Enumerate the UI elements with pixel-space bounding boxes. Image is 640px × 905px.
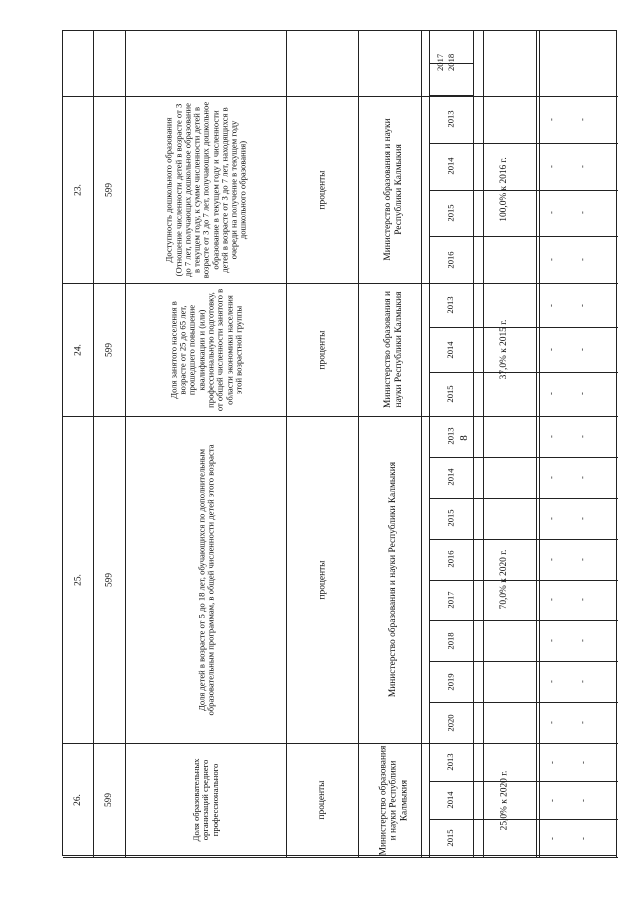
dash-value: - [576,164,587,168]
dash-value: - [545,435,556,438]
unit-cell: проценты [316,780,327,820]
dash-value: - [576,760,587,764]
unit-cell: проценты [316,330,327,369]
dash-value: - [545,557,556,561]
row-code: 599 [103,182,114,197]
partial-year-label: 2017 [435,53,445,71]
dash-value: - [545,164,556,168]
dash-value: - [576,836,587,840]
executor-cell: Министерство образования и науки Республики Калмыкия [383,291,404,408]
row-code: 599 [103,572,114,587]
row-number: 25. [72,573,83,586]
year-label: 2013 [445,296,456,314]
indicator-table [62,30,617,856]
dash-value: - [576,721,587,724]
dash-value: - [576,435,587,438]
executor-cell: Министерство образования и науки Республики Калмыкия [378,745,409,855]
target-value: 25,0% к 2020 г. [499,770,510,830]
executor-cell: Министерство образования и науки Республики Калмыкия [388,461,399,698]
year-label: 2015 [445,385,456,403]
indicator-name: Доля занятого населения в возрасте от 25 до 65 лет, прошедшего повышение квалификации и (или) профессиональную подготовку, от общей численности занятого в области экономики населения этой возрастной группы [167,288,243,411]
dash-value: - [545,348,556,351]
year-label: 2013 [445,753,456,771]
dash-value: - [545,303,556,307]
year-label: 2015 [445,509,456,527]
dash-value: - [545,639,556,643]
row-code: 599 [103,342,114,357]
dash-value: - [545,598,556,602]
row-code: 599 [103,792,114,808]
dash-value: - [576,598,587,602]
year-label: 2017 [445,591,456,609]
year-label: 2020 [445,713,456,732]
row-number: 24. [72,343,83,356]
year-label: 2018 [445,632,456,650]
dash-value: - [576,798,587,802]
year-label: 2016 [445,251,456,269]
dash-value: - [576,475,587,479]
grid-line [616,31,617,857]
unit-cell: проценты [316,170,327,209]
dash-value: - [545,258,556,262]
year-label: 2014 [445,468,456,486]
dash-value: - [576,516,587,520]
dash-value: - [545,836,556,840]
dash-value: - [545,475,556,479]
row-number: 23. [72,183,83,196]
dash-value: - [545,798,556,802]
year-label: 2015 [445,829,456,847]
dash-value: - [576,211,587,215]
dash-value: - [576,117,587,121]
dash-value: - [576,258,587,262]
indicator-name: Доля образовательных организаций среднего профессионального [191,758,220,842]
row-number: 26. [72,794,83,806]
dash-value: - [576,392,587,396]
indicator-name: Доля детей в возрасте от 5 до 18 лет, обучающихся по дополнительным образовательным программам, в общей численности детей этого возраста [195,444,215,715]
dash-value: - [545,392,556,396]
dash-value: - [545,117,556,121]
target-value: 100,0% к 2016 г. [499,157,510,222]
year-label: 2013 [445,427,456,446]
year-label: 2014 [445,157,456,175]
dash-value: - [545,211,556,215]
year-label: 2015 [445,204,456,222]
page-number: 8 [458,435,470,441]
indicator-name: Доступность дошкольного образования (Отношение численности детей в возрасте от 3 до 7 лет, получающих дошкольное образование в текущем году, к сумме численности детей в возрасте от 3 до 7 лет, получающих дошкольное образование в текущем году и численности детей в возрасте от 3 до 7 лет, находящихся в очереди на получение в текущем году дошкольного образования) [163,101,248,278]
dash-value: - [576,303,587,307]
dash-value: - [545,680,556,684]
unit-cell: проценты [316,560,327,599]
executor-cell: Министерство образования и науки Республики Калмыкия [383,118,404,261]
year-label: 2019 [445,673,456,691]
dash-value: - [576,639,587,643]
dash-value: - [545,721,556,724]
year-label: 2014 [445,340,456,359]
year-label: 2013 [445,110,456,128]
dash-value: - [576,557,587,561]
year-label: 2016 [445,550,456,568]
dash-value: - [545,516,556,520]
year-label: 2014 [445,791,456,809]
target-value: 37,0% к 2015 г. [499,319,510,380]
target-value: 70,0% к 2020 г. [499,549,510,610]
dash-value: - [576,348,587,351]
partial-year-label: 2018 [446,53,456,71]
dash-value: - [545,760,556,764]
dash-value: - [576,680,587,684]
